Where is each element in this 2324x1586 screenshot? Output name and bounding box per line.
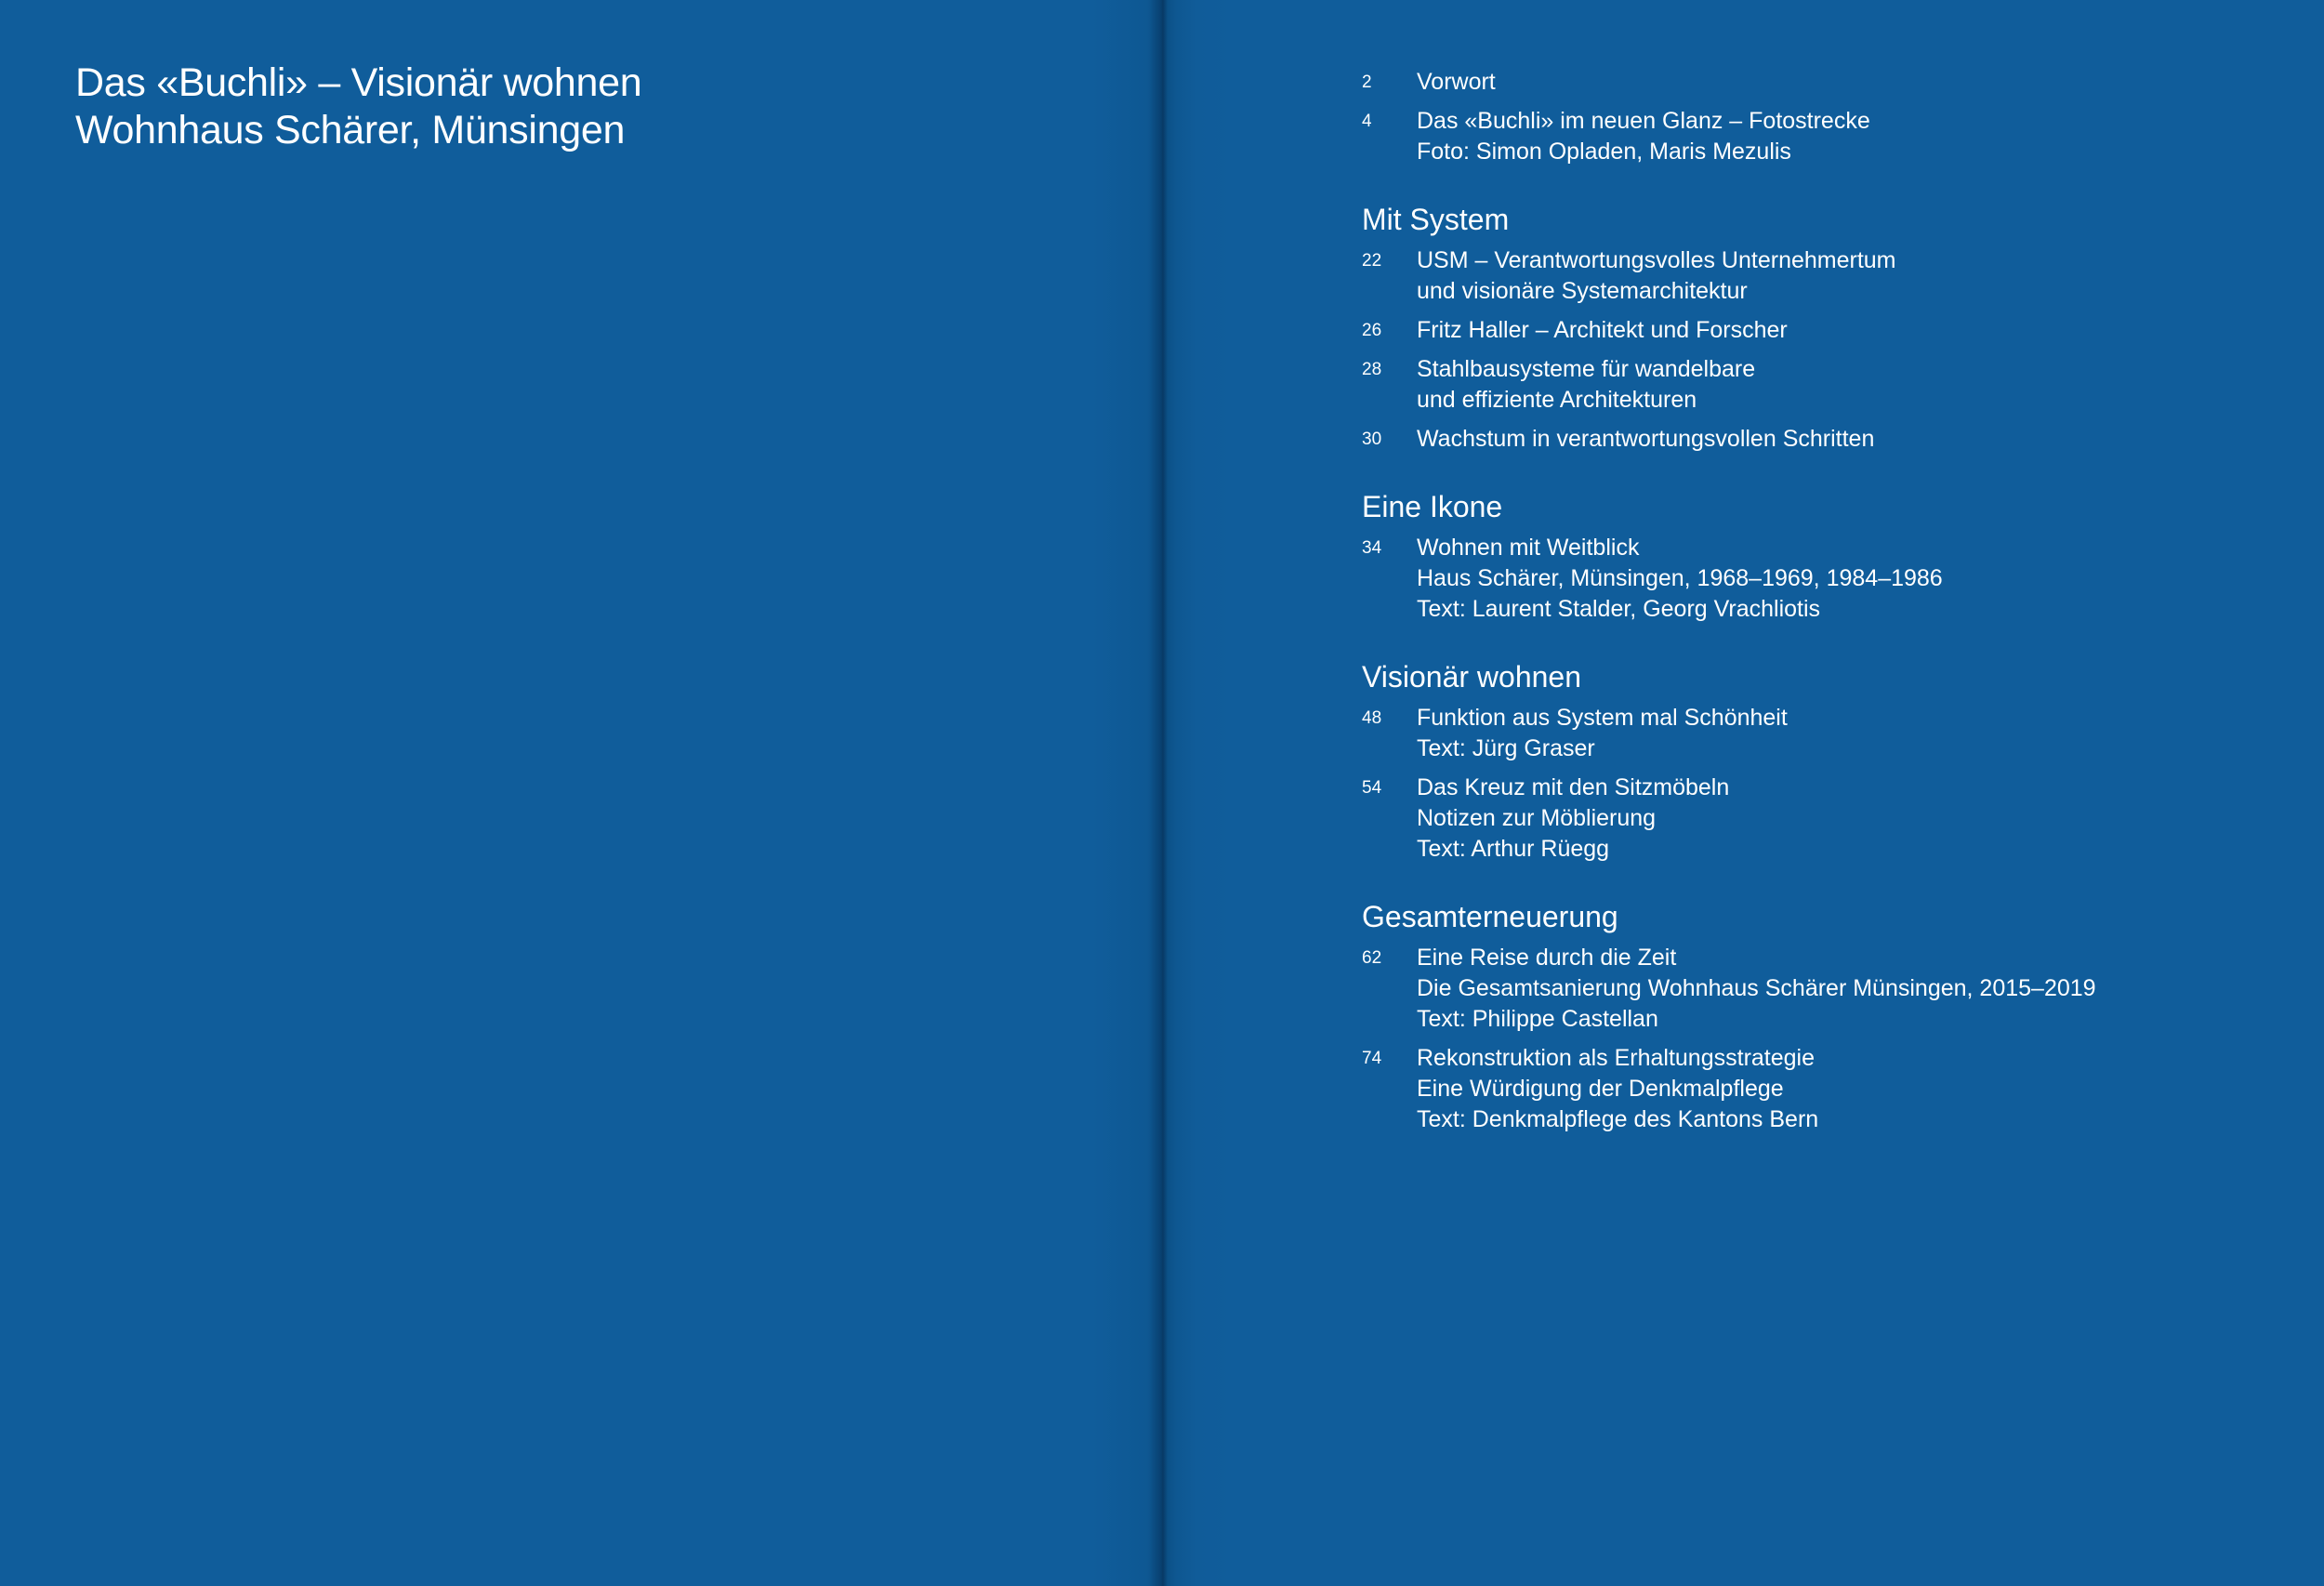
table-of-contents xyxy=(1362,67,2245,1135)
section-heading: Gesamterneuerung xyxy=(1362,900,1618,933)
entry-subtitle: Die Gesamtsanierung Wohnhaus Schärer Münsingen, 2015–2019 xyxy=(1417,975,2096,1001)
entry-title: Das Kreuz mit den Sitzmöbeln xyxy=(1417,774,1730,800)
section-heading: Mit System xyxy=(1362,203,1510,236)
entry-title: Wachstum in verantwortungsvollen Schritten xyxy=(1417,426,1875,452)
entry-page-number: 74 xyxy=(1362,1049,1382,1068)
entry-subtitle: und effiziente Architekturen xyxy=(1417,387,1697,413)
toc-entry[interactable] xyxy=(1362,424,2245,455)
toc-entry[interactable] xyxy=(1362,1043,2245,1135)
toc-entry[interactable] xyxy=(1362,106,2245,167)
entry-credit: Text: Arthur Rüegg xyxy=(1417,836,1610,862)
entry-subtitle: und visionäre Systemarchitektur xyxy=(1417,278,1748,304)
entry-title: Wohnen mit Weitblick xyxy=(1417,535,1640,561)
toc-entry[interactable] xyxy=(1362,943,2245,1035)
toc-section-gesamterneuerung xyxy=(1362,898,2245,1135)
entry-credit: Text: Denkmalpflege des Kantons Bern xyxy=(1417,1106,1819,1132)
entry-page-number: 4 xyxy=(1362,112,1372,131)
toc-entry[interactable] xyxy=(1362,773,2245,865)
entry-title: Das «Buchli» im neuen Glanz – Fotostrecke xyxy=(1417,108,1870,134)
entry-title: Funktion aus System mal Schönheit xyxy=(1417,705,1788,731)
entry-page-number: 28 xyxy=(1362,360,1382,379)
book-title-line: Das «Buchli» – Visionär wohnen xyxy=(75,60,642,105)
entry-credit: Foto: Simon Opladen, Maris Mezulis xyxy=(1417,139,1791,165)
entry-title: Vorwort xyxy=(1417,69,1496,95)
toc-entry[interactable] xyxy=(1362,354,2245,416)
toc-entry[interactable] xyxy=(1362,533,2245,625)
entry-page-number: 30 xyxy=(1362,430,1382,449)
entry-subtitle: Eine Würdigung der Denkmalpflege xyxy=(1417,1076,1784,1102)
entry-subtitle: Notizen zur Möblierung xyxy=(1417,805,1657,831)
toc-section-intro xyxy=(1362,67,2245,167)
entry-page-number: 2 xyxy=(1362,73,1372,92)
entry-page-number: 22 xyxy=(1362,251,1382,271)
toc-entry[interactable] xyxy=(1362,703,2245,764)
entry-credit: Text: Philippe Castellan xyxy=(1417,1006,1658,1032)
section-heading: Visionär wohnen xyxy=(1362,660,1582,694)
entry-page-number: 26 xyxy=(1362,321,1382,340)
entry-page-number: 34 xyxy=(1362,538,1382,558)
toc-section-visionaer-wohnen xyxy=(1362,658,2245,865)
entry-page-number: 54 xyxy=(1362,778,1382,798)
entry-title: Fritz Haller – Architekt und Forscher xyxy=(1417,317,1788,343)
entry-subtitle: Haus Schärer, Münsingen, 1968–1969, 1984–1986 xyxy=(1417,565,1943,591)
entry-page-number: 62 xyxy=(1362,948,1382,968)
entry-title: Rekonstruktion als Erhaltungsstrategie xyxy=(1417,1045,1816,1071)
entry-page-number: 48 xyxy=(1362,708,1382,728)
section-heading: Eine Ikone xyxy=(1362,490,1503,523)
entry-title: Eine Reise durch die Zeit xyxy=(1417,945,1677,971)
entry-credit: Text: Laurent Stalder, Georg Vrachliotis xyxy=(1417,596,1821,622)
entry-credit: Text: Jürg Graser xyxy=(1417,735,1595,761)
toc-section-eine-ikone xyxy=(1362,488,2245,625)
entry-title: USM – Verantwortungsvolles Unternehmertum xyxy=(1417,247,1896,273)
gutter-shadow xyxy=(1149,0,1168,1586)
book-title-line: Wohnhaus Schärer, Münsingen xyxy=(75,108,626,152)
toc-entry[interactable] xyxy=(1362,315,2245,346)
toc-entry[interactable] xyxy=(1362,245,2245,307)
entry-title: Stahlbausysteme für wandelbare xyxy=(1417,356,1756,382)
toc-section-mit-system xyxy=(1362,201,2245,455)
book-title xyxy=(75,59,641,154)
toc-entry[interactable] xyxy=(1362,67,2245,98)
